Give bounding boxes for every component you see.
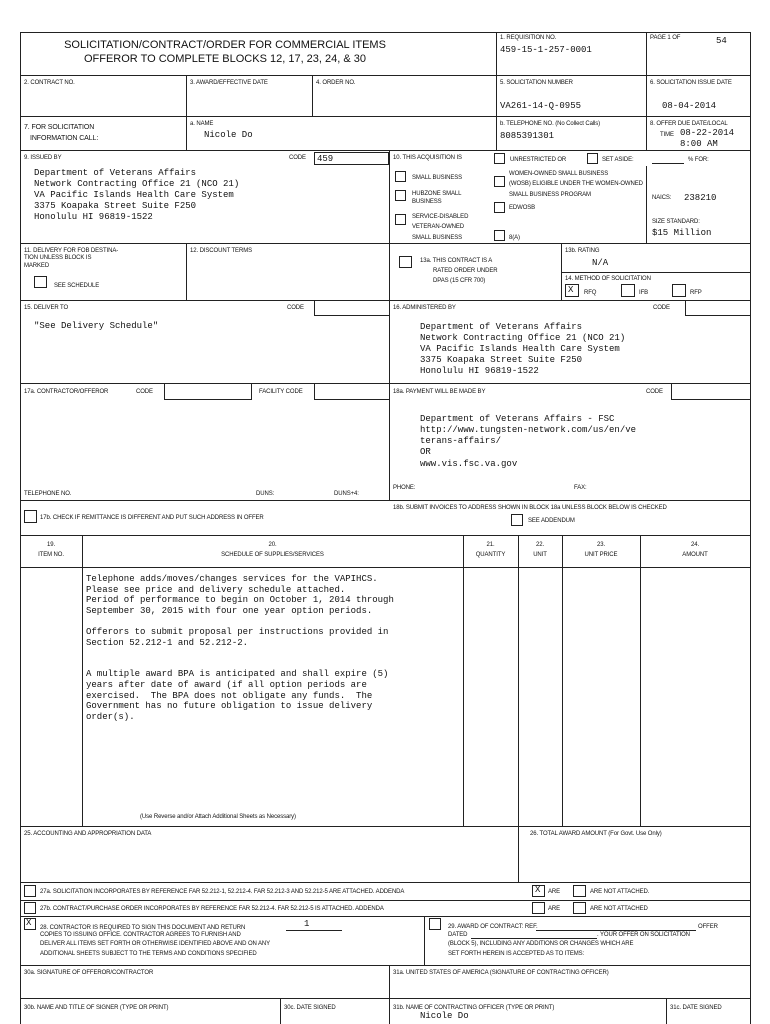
col-amount: 24. AMOUNT [682, 542, 708, 558]
small-business-label: SMALL BUSINESS [412, 175, 463, 181]
solicitation-number-label: 5. SOLICITATION NUMBER [500, 80, 573, 86]
copies-line[interactable] [286, 930, 342, 931]
col-quantity: 21. QUANTITY [475, 542, 506, 558]
contractor-sign-line4: ADDITIONAL SHEETS SUBJECT TO THE TERMS AND CONDITIONS SPECIFIED [40, 951, 257, 957]
payment-code-box[interactable] [671, 383, 751, 400]
setaside-pct-line[interactable] [652, 163, 684, 164]
edwosb-checkbox[interactable] [494, 202, 505, 213]
deliver-to-value[interactable]: "See Delivery Schedule" [34, 321, 159, 331]
duns-label: DUNS: [256, 491, 275, 497]
form-title-line2: OFFEROR TO COMPLETE BLOCKS 12, 17, 23, 24, & 30 [83, 53, 367, 65]
offer-due-time-label: TIME [660, 132, 674, 138]
delivery-line2: TION UNLESS BLOCK IS [24, 255, 92, 261]
payment-code-label: CODE [646, 389, 663, 395]
col-item-no: 19. ITEM NO. [38, 542, 64, 558]
remittance-checkbox[interactable] [24, 510, 37, 523]
unrestricted-label: UNRESTRICTED OR [510, 157, 567, 163]
contractor-label: 17a. CONTRACTOR/OFFEROR [24, 389, 109, 395]
contracting-officer-name[interactable]: Nicole Do [420, 1011, 469, 1021]
addenda-b-not-label: ARE NOT ATTACHED [590, 906, 648, 912]
far-27b-text: 27b. CONTRACT/PURCHASE ORDER INCORPORATES BY REFERENCE FAR 52.212-4. FAR 52.212-5 IS ATTACHED. ADDENDA [40, 906, 384, 912]
naics-value[interactable]: 238210 [684, 193, 717, 203]
administered-by-label: 16. ADMINISTERED BY [393, 305, 456, 311]
offer-due-date[interactable]: 08-22-2014 [680, 128, 735, 138]
far-27a-checkbox[interactable] [24, 885, 36, 897]
phone-label: PHONE: [393, 485, 416, 491]
requisition-value[interactable]: 459-15-1-257-0001 [500, 45, 592, 55]
rfp-label: RFP [690, 290, 702, 296]
contract-no-label: 2. CONTRACT NO. [24, 80, 75, 86]
telephone-value[interactable]: 8085391301 [500, 131, 555, 141]
contractor-sign-line2: COPIES TO ISSUING OFFICE. CONTRACTOR AGREES TO FURNISH AND [40, 932, 241, 938]
addenda-are-mark: X [535, 885, 541, 895]
wosb-line1: WOMEN-OWNED SMALL BUSINESS [509, 171, 609, 177]
edwosb-label: EDWOSB [509, 205, 536, 211]
offeror-date-label: 30c. DATE SIGNED [284, 1005, 336, 1011]
see-addendum-label: SEE ADDENDUM [528, 518, 575, 524]
telephone-label: b. TELEPHONE NO. (No Collect Calls) [500, 121, 601, 127]
page-total: 54 [716, 36, 727, 46]
issued-code-value[interactable]: 459 [317, 154, 334, 164]
contractor-code-box[interactable] [164, 383, 252, 400]
issued-by-label: 9. ISSUED BY [24, 155, 62, 161]
addenda-not-checkbox[interactable] [573, 885, 586, 897]
fax-label: FAX: [574, 485, 587, 491]
contact-name[interactable]: Nicole Do [204, 130, 253, 140]
facility-code-label: FACILITY CODE [259, 389, 303, 395]
award-line4: SET FORTH HEREIN IS ACCEPTED AS TO ITEMS: [448, 951, 585, 957]
delivery-line3: MARKED [24, 263, 50, 269]
contractor-sign-line1: 28. CONTRACTOR IS REQUIRED TO SIGN THIS DOCUMENT AND RETURN [40, 925, 246, 931]
page-label: PAGE 1 OF [650, 35, 681, 41]
setaside-label: SET ASIDE: [602, 157, 634, 163]
accounting-label: 25. ACCOUNTING AND APPROPRIATION DATA [24, 831, 152, 837]
us-signature-label: 31a. UNITED STATES OF AMERICA (SIGNATURE OF CONTRACTING OFFICER) [393, 970, 609, 976]
offer-due-label: 8. OFFER DUE DATE/LOCAL [650, 121, 728, 127]
award-date-label: 3. AWARD/EFFECTIVE DATE [190, 80, 268, 86]
payment-label: 18a. PAYMENT WILL BE MADE BY [393, 389, 486, 395]
submit-invoices-label: 18b. SUBMIT INVOICES TO ADDRESS SHOWN IN BLOCK 18a UNLESS BLOCK BELOW IS CHECKED [393, 505, 667, 511]
info-call-label-2: INFORMATION CALL: [30, 135, 99, 142]
col-unit: 22. UNIT [533, 542, 547, 558]
telephone-no-label: TELEPHONE NO. [24, 491, 72, 497]
solicitation-date-label: 6. SOLICITATION ISSUE DATE [650, 80, 732, 86]
small-business-checkbox[interactable] [395, 171, 406, 182]
requisition-label: 1. REQUISITION NO. [500, 35, 557, 41]
ifb-checkbox[interactable] [621, 284, 635, 297]
reverse-note: (Use Reverse and/or Attach Additional Sheets as Necessary) [140, 814, 296, 820]
copies-value[interactable]: 1 [304, 919, 310, 929]
col-unit-price: 23. UNIT PRICE [584, 542, 618, 558]
eight-a-label: 8(A) [509, 235, 520, 241]
see-addendum-checkbox[interactable] [511, 514, 523, 526]
rfq-mark: X [568, 285, 574, 295]
far-27a-text: 27a. SOLICITATION INCORPORATES BY REFERENCE FAR 52.212-1, 52.212-4. FAR 52.212-3 AND 52.212-5 ARE ATTACHED. ADDENDA [40, 889, 405, 895]
see-schedule-checkbox[interactable] [34, 276, 47, 288]
rated-order-line3: DPAS (15 CFR 700) [433, 278, 486, 284]
delivery-line1: 11. DELIVERY FOR FOB DESTINA- [24, 248, 119, 254]
deliver-to-label: 15. DELIVER TO [24, 305, 69, 311]
issued-code-label: CODE [289, 155, 306, 161]
offer-due-time[interactable]: 8:00 AM [680, 139, 718, 149]
form-title-line1: SOLICITATION/CONTRACT/ORDER FOR COMMERCIAL ITEMS [64, 39, 386, 51]
rating-label: 13b. RATING [565, 248, 600, 254]
rfq-label: RFQ [584, 290, 597, 296]
hubzone-checkbox[interactable] [395, 190, 406, 201]
rated-order-line2: RATED ORDER UNDER [433, 268, 498, 274]
order-no-label: 4. ORDER NO. [316, 80, 356, 86]
far-27b-checkbox[interactable] [24, 902, 36, 914]
info-call-label-1: 7. FOR SOLICITATION [24, 124, 95, 131]
addenda-are-label: ARE [548, 889, 561, 895]
total-award-label: 26. TOTAL AWARD AMOUNT (For Govt. Use Only) [530, 831, 662, 837]
remittance-label: 17b. CHECK IF REMITTANCE IS DIFFERENT AND PUT SUCH ADDRESS IN OFFER [40, 515, 264, 521]
acquisition-label: 10. THIS ACQUISITION IS [393, 155, 462, 161]
schedule-description: Telephone adds/moves/changes services for the VAPIHCS. Please see price and delivery schedule attached. Period of performance to begin on October 1, 2014 through September 30, 2015 with four one year option periods. Offerors to submit proposal per instructions provided in Section 52.212-1 and 52.212-2. A multiple award BPA is anticipated and shall expire (5) years after date of award (if all option periods are exercised. The BPA does not obligate any funds. The Government has no future obligation to issue delivery order(s). [86, 574, 394, 722]
sdvosb-line3: SMALL BUSINESS [412, 235, 463, 241]
co-date-label: 31c. DATE SIGNED [670, 1005, 722, 1011]
contractor-sign-line3: DELIVER ALL ITEMS SET FORTH OR OTHERWISE IDENTIFIED ABOVE AND ON ANY [40, 941, 271, 947]
discount-terms-label: 12. DISCOUNT TERMS [190, 248, 252, 254]
award-line2: . YOUR OFFER ON SOLICITATION [597, 932, 690, 938]
wosb-line3: SMALL BUSINESS PROGRAM [509, 192, 591, 198]
award-ref-line[interactable] [536, 930, 696, 931]
sdvosb-checkbox[interactable] [395, 214, 406, 225]
contractor-sign-mark: X [26, 918, 32, 928]
hubzone-line2: BUSINESS [412, 199, 442, 205]
offeror-signature-label: 30a. SIGNATURE OF OFFEROR/CONTRACTOR [24, 970, 154, 976]
award-offer-label: OFFER [698, 924, 718, 930]
method-label: 14. METHOD OF SOLICITATION [565, 276, 651, 282]
col-supplies: 20. SCHEDULE OF SUPPLIES/SERVICES [221, 542, 324, 558]
addenda-b-are-label: ARE [548, 906, 561, 912]
wosb-checkbox[interactable] [494, 176, 505, 187]
admin-code-label: CODE [653, 305, 670, 311]
rating-value[interactable]: N/A [592, 258, 609, 268]
sdvosb-line1: SERVICE-DISABLED [412, 214, 469, 220]
admin-code-box[interactable] [685, 300, 751, 316]
solicitation-date-value[interactable]: 08-04-2014 [662, 101, 717, 111]
pct-for-label: % FOR: [688, 157, 709, 163]
unrestricted-checkbox[interactable] [494, 153, 505, 164]
award-line3: (BLOCK 5), INCLUDING ANY ADDITIONS OR CHANGES WHICH ARE [448, 941, 634, 947]
award-dated-label: DATED [448, 932, 468, 938]
signer-name-label: 30b. NAME AND TITLE OF SIGNER (TYPE OR PRINT) [24, 1005, 169, 1011]
deliver-code-box[interactable] [314, 300, 390, 316]
facility-code-box[interactable] [314, 383, 390, 400]
deliver-code-label: CODE [287, 305, 304, 311]
hubzone-line1: HUBZONE SMALL [412, 191, 462, 197]
solicitation-number-value[interactable]: VA261-14-Q-0955 [500, 101, 582, 111]
addenda-b-not-checkbox[interactable] [573, 902, 586, 914]
contracting-officer-label: 31b. NAME OF CONTRACTING OFFICER (TYPE OR PRINT) [393, 1005, 555, 1011]
size-standard-value[interactable]: $15 Million [652, 228, 712, 238]
setaside-checkbox[interactable] [587, 153, 598, 164]
ifb-label: IFB [639, 290, 649, 296]
rfp-checkbox[interactable] [672, 284, 686, 297]
size-standard-label: SIZE STANDARD: [652, 219, 700, 225]
sdvosb-line2: VETERAN-OWNED [412, 224, 465, 230]
award-line1: 29. AWARD OF CONTRACT: REF. [448, 924, 538, 930]
award-dated-line[interactable] [471, 938, 597, 939]
award-checkbox[interactable] [429, 918, 441, 930]
addenda-not-label: ARE NOT ATTACHED. [590, 889, 650, 895]
addenda-b-are-checkbox[interactable] [532, 902, 545, 914]
contractor-code-label: CODE [136, 389, 153, 395]
rated-order-checkbox[interactable] [399, 256, 412, 268]
rated-order-line1: 13a. THIS CONTRACT IS A [420, 258, 493, 264]
see-schedule-label: SEE SCHEDULE [54, 283, 100, 289]
name-label: a. NAME [190, 121, 214, 127]
naics-label: NAICS: [652, 195, 672, 201]
duns4-label: DUNS+4: [334, 491, 359, 497]
wosb-line2: (WOSB) ELIGIBLE UNDER THE WOMEN-OWNED [509, 181, 643, 187]
eight-a-checkbox[interactable] [494, 230, 505, 241]
